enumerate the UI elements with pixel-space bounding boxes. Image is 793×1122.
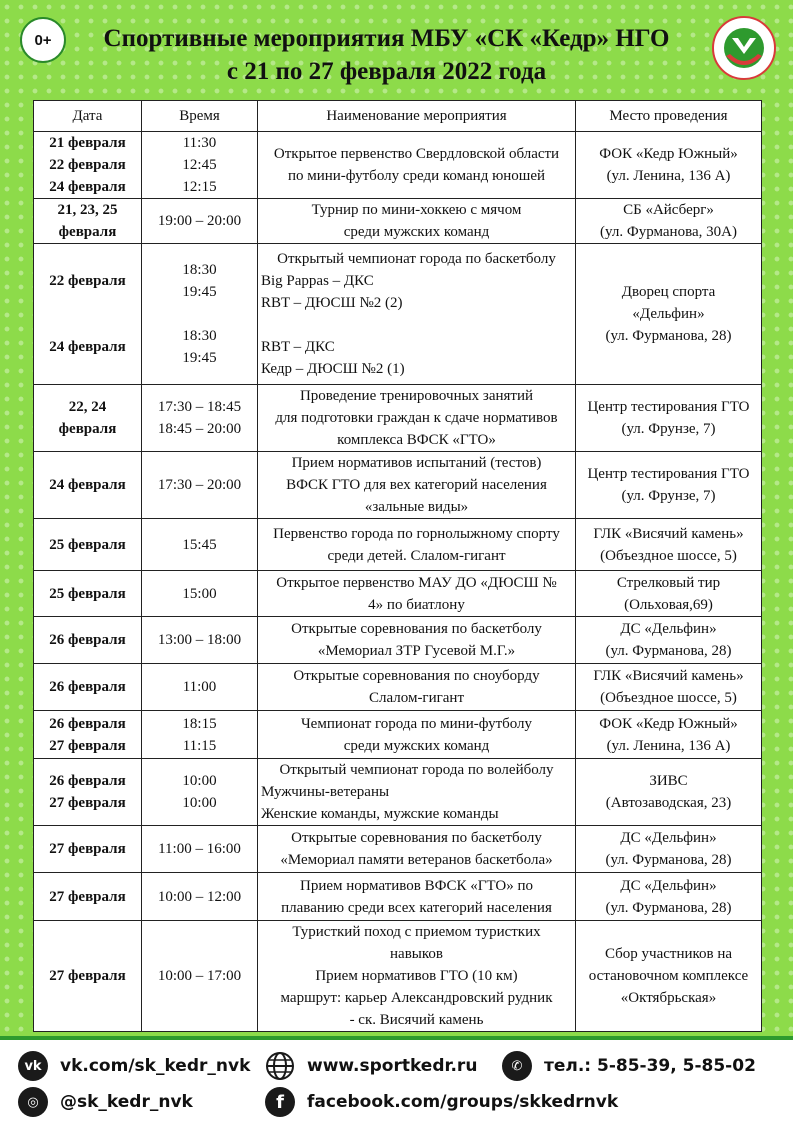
cell-place-line: Центр тестирования ГТО xyxy=(587,466,750,482)
cell-time xyxy=(142,921,258,1032)
cell-date-line: 27 февраля xyxy=(49,737,126,754)
cell-place-line: ДС «Дельфин» xyxy=(620,877,717,894)
cell-event-line: для подготовки граждан к сдаче нормативов xyxy=(275,410,558,426)
cell-event-line: среди мужских команд xyxy=(343,737,490,754)
cell-time xyxy=(142,759,258,826)
cell-event xyxy=(258,664,576,711)
table-row xyxy=(34,385,762,452)
cell-event-line: Проведение тренировочных занятий xyxy=(299,388,534,404)
club-logo xyxy=(712,16,776,80)
cell-date-line: 26 февраля xyxy=(49,679,126,695)
cell-time-line: 12:15 xyxy=(182,179,217,195)
header-time: Время xyxy=(142,101,258,132)
cell-place xyxy=(576,921,762,1032)
cell-event-line: Чемпионат города по мини-футболу xyxy=(300,715,533,732)
title-line-2: с 21 по 27 февраля 2022 года xyxy=(226,58,547,85)
cell-event-line: Открытый чемпионат города по волейболу xyxy=(279,762,554,778)
cell-date-line: 25 февраля xyxy=(49,585,126,602)
cell-place xyxy=(576,664,762,711)
cell-place xyxy=(576,826,762,873)
cell-event-line: «зальные виды» xyxy=(364,499,469,515)
table-row xyxy=(34,199,762,244)
cell-date-line: 27 февраля xyxy=(49,795,126,811)
cell-time xyxy=(142,244,258,385)
cell-date xyxy=(34,519,142,571)
header-date: Дата xyxy=(34,101,142,132)
cell-time-line: 19:00 – 20:00 xyxy=(157,213,242,229)
cell-time xyxy=(142,571,258,617)
cell-time-line: 11:15 xyxy=(182,737,217,754)
cell-place-line: «Дельфин» xyxy=(632,306,705,322)
cell-event-line: Туристкий поход с приемом туристких xyxy=(292,924,541,940)
cell-time-line: 11:00 xyxy=(182,679,217,695)
cell-time-line: 10:00 xyxy=(182,795,217,811)
table-row xyxy=(34,759,762,826)
cell-time xyxy=(142,199,258,244)
cell-event xyxy=(258,519,576,571)
cell-event-line: Прием нормативов испытаний (тестов) xyxy=(291,455,542,471)
footer xyxy=(0,1036,793,1122)
title-line-1: Спортивные мероприятия МБУ «СК «Кедр» НГО xyxy=(103,25,670,52)
table-row xyxy=(34,244,762,385)
cell-date xyxy=(34,711,142,759)
table-row xyxy=(34,571,762,617)
site-contact[interactable] xyxy=(265,1051,477,1081)
cell-date-line: 27 февраля xyxy=(49,968,126,984)
cell-event-line: «Мемориал памяти ветеранов баскетбола» xyxy=(280,852,553,868)
cell-event-line: - ск. Висячий камень xyxy=(349,1012,484,1028)
vk-link[interactable]: vk.com/sk_kedr_nvk xyxy=(60,1056,251,1076)
cell-place-line: ЗИВС xyxy=(649,773,688,789)
table-row xyxy=(34,452,762,519)
table-row xyxy=(34,132,762,199)
cell-time-line xyxy=(145,303,254,325)
table-header-row xyxy=(34,101,762,132)
cell-event xyxy=(258,873,576,921)
cell-time-line: 15:45 xyxy=(182,536,217,553)
cell-event xyxy=(258,826,576,873)
cell-event-line: плаванию среди всех категорий населения xyxy=(281,899,552,916)
cell-event-line xyxy=(261,314,572,336)
cell-date xyxy=(34,244,142,385)
cell-date-line: февраля xyxy=(58,224,117,240)
cell-event-line: среди детей. Слалом-гигант xyxy=(327,547,506,564)
cell-event-line: Открытое первенство МАУ ДО «ДЮСШ № xyxy=(276,574,557,591)
cell-place-line: ДС «Дельфин» xyxy=(620,830,717,846)
header-place: Место проведения xyxy=(576,101,762,132)
cell-event xyxy=(258,132,576,199)
cell-place-line: СБ «Айсберг» xyxy=(623,202,714,218)
cell-date-line: 24 февраля xyxy=(49,477,126,493)
cell-date-line: 21, 23, 25 xyxy=(57,202,118,218)
cell-event-line: Открытые соревнования по баскетболу xyxy=(291,621,542,637)
cell-date xyxy=(34,571,142,617)
cell-date-line: 27 февраля xyxy=(49,841,126,857)
cell-place-line: (ул. Фурманова, 28) xyxy=(605,899,732,916)
cell-date-line: 24 февраля xyxy=(49,179,126,195)
cell-time-line: 11:30 xyxy=(182,135,217,151)
cell-event xyxy=(258,711,576,759)
cell-event-line: Открытый чемпионат города по баскетболу xyxy=(277,251,556,267)
cell-place xyxy=(576,199,762,244)
cell-place xyxy=(576,452,762,519)
cell-date xyxy=(34,199,142,244)
cell-event-line: Кедр – ДЮСШ №2 (1) xyxy=(261,361,405,377)
cell-place-line: (ул. Фрунзе, 7) xyxy=(621,421,716,437)
cell-event-line: Женские команды, мужские команды xyxy=(261,806,499,822)
cell-place-line: ГЛК «Висячий камень» xyxy=(593,668,744,684)
cell-place xyxy=(576,385,762,452)
cell-place xyxy=(576,519,762,571)
cell-place-line: (Ольховая,69) xyxy=(624,596,713,613)
cell-event-line: Турнир по мини-хоккею с мячом xyxy=(311,202,522,218)
cell-time xyxy=(142,617,258,664)
cell-time-line: 17:30 – 20:00 xyxy=(157,477,242,493)
cell-place xyxy=(576,244,762,385)
cell-event-line: RBT – ДЮСШ №2 (2) xyxy=(261,295,403,311)
phone-text: тел.: 5-85-39, 5-85-02 xyxy=(544,1056,756,1076)
cell-place-line: Стрелковый тир xyxy=(616,574,721,591)
cell-event-line: ВФСК ГТО для вех категорий населения xyxy=(286,477,547,493)
cell-event-line: маршрут: карьер Александровский рудник xyxy=(280,990,553,1006)
cell-place-line: ГЛК «Висячий камень» xyxy=(593,525,744,542)
cell-event xyxy=(258,617,576,664)
cell-date xyxy=(34,385,142,452)
cell-time-line: 18:45 – 20:00 xyxy=(157,421,242,437)
cell-date xyxy=(34,826,142,873)
cell-event xyxy=(258,571,576,617)
cell-event-line: Открытое первенство Свердловской области xyxy=(273,146,560,162)
cell-time-line: 13:00 – 18:00 xyxy=(157,632,242,648)
instagram-icon: ◎ xyxy=(18,1087,48,1117)
cell-date-line: 26 февраля xyxy=(49,773,126,789)
phone-icon: ✆ xyxy=(502,1051,532,1081)
cell-place-line: (ул. Ленина, 136 А) xyxy=(606,737,731,754)
globe-icon xyxy=(265,1051,295,1081)
facebook-icon: f xyxy=(265,1087,295,1117)
vk-contact[interactable] xyxy=(18,1051,250,1081)
cell-time xyxy=(142,826,258,873)
cell-event-line: Открытые соревнования по сноуборду xyxy=(293,668,540,684)
instagram-contact[interactable] xyxy=(18,1087,193,1117)
cell-time xyxy=(142,664,258,711)
cell-place-line: (Автозаводская, 23) xyxy=(605,795,732,811)
cell-time-line: 19:45 xyxy=(182,350,217,366)
cell-time-line: 18:30 xyxy=(182,262,217,278)
table-row xyxy=(34,826,762,873)
cell-date xyxy=(34,664,142,711)
vk-icon: vk xyxy=(18,1051,48,1081)
cell-time-line: 10:00 – 12:00 xyxy=(157,888,242,905)
table-row xyxy=(34,873,762,921)
cell-event-line: «Мемориал ЗТР Гусевой М.Г.» xyxy=(317,643,516,659)
cell-time-line: 18:30 xyxy=(182,328,217,344)
header-event: Наименование мероприятия xyxy=(258,101,576,132)
cell-place-line: Сбор участников на xyxy=(604,946,733,962)
cell-date-line: 27 февраля xyxy=(49,888,126,905)
cell-time xyxy=(142,452,258,519)
cell-place-line: Дворец спорта xyxy=(621,284,716,300)
cell-date-line: 21 февраля xyxy=(49,135,126,151)
cell-time xyxy=(142,385,258,452)
cell-event-line: Big Pappas – ДКС xyxy=(261,273,374,289)
cell-place xyxy=(576,571,762,617)
cell-date xyxy=(34,759,142,826)
cell-date-line xyxy=(37,314,138,336)
cell-place-line: (ул. Ленина, 136 А) xyxy=(606,168,731,184)
cell-date-line: 26 февраля xyxy=(49,715,126,732)
cell-place-line: (ул. Фурманова, 28) xyxy=(605,643,732,659)
cell-event xyxy=(258,759,576,826)
cell-place-line: ДС «Дельфин» xyxy=(620,621,717,637)
cell-time xyxy=(142,519,258,571)
cell-place xyxy=(576,873,762,921)
cell-event-line: Первенство города по горнолыжному спорту xyxy=(273,525,560,542)
instagram-link[interactable]: @sk_kedr_nvk xyxy=(60,1092,193,1112)
cell-place xyxy=(576,759,762,826)
cell-place-line: (ул. Фурманова, 28) xyxy=(605,328,732,344)
cell-event xyxy=(258,199,576,244)
cell-event xyxy=(258,244,576,385)
cell-time-line: 12:45 xyxy=(182,157,217,173)
table-row xyxy=(34,711,762,759)
cell-place-line: (ул. Фрунзе, 7) xyxy=(621,488,716,504)
events-table xyxy=(33,100,762,1032)
cell-date xyxy=(34,132,142,199)
cell-date xyxy=(34,617,142,664)
cell-place-line: ФОК «Кедр Южный» xyxy=(599,146,738,162)
cell-place xyxy=(576,711,762,759)
cell-date-line: февраля xyxy=(58,421,117,437)
cell-place-line: остановочном комплексе xyxy=(588,968,749,984)
cell-place xyxy=(576,132,762,199)
cell-event-line: комплекса ВФСК «ГТО» xyxy=(337,432,496,448)
cell-place-line: (ул. Фурманова, 30А) xyxy=(600,224,737,240)
cell-event-line: среди мужских команд xyxy=(343,224,490,240)
cell-place-line: ФОК «Кедр Южный» xyxy=(599,715,738,732)
cell-date-line xyxy=(37,292,138,314)
cell-event-line: Открытые соревнования по баскетболу xyxy=(291,830,542,846)
cell-event-line: по мини-футболу среди команд юношей xyxy=(287,168,546,184)
cell-event-line: навыков xyxy=(390,946,443,962)
cell-time-line: 11:00 – 16:00 xyxy=(158,841,241,857)
cell-event-line: 4» по биатлону xyxy=(368,596,465,613)
cell-time-line: 18:15 xyxy=(182,715,217,732)
age-rating-badge: 0+ xyxy=(20,17,66,63)
cell-event-line: Прием нормативов ГТО (10 км) xyxy=(315,968,518,984)
cell-event xyxy=(258,921,576,1032)
cell-date-line: 22, 24 xyxy=(68,399,107,415)
cell-event-line: Слалом-гигант xyxy=(368,690,465,706)
phone-contact xyxy=(502,1051,756,1081)
cell-time xyxy=(142,873,258,921)
cell-place xyxy=(576,617,762,664)
cell-date-line: 22 февраля xyxy=(49,157,126,173)
cell-date-line: 22 февраля xyxy=(49,273,126,289)
facebook-contact[interactable] xyxy=(265,1087,618,1117)
cell-date-line: 26 февраля xyxy=(49,632,126,648)
cell-event-line: Прием нормативов ВФСК «ГТО» по xyxy=(300,877,533,894)
cell-place-line: (Объездное шоссе, 5) xyxy=(600,547,737,564)
cell-place-line: (Объездное шоссе, 5) xyxy=(600,690,737,706)
cell-event-line: Мужчины-ветераны xyxy=(261,784,390,800)
cell-date xyxy=(34,921,142,1032)
cell-time-line: 10:00 – 17:00 xyxy=(157,968,242,984)
cell-event xyxy=(258,452,576,519)
table-row xyxy=(34,519,762,571)
cell-date-line: 25 февраля xyxy=(49,536,126,553)
cell-event-line: RBT – ДКС xyxy=(261,339,335,355)
cell-time-line: 17:30 – 18:45 xyxy=(157,399,242,415)
table-row xyxy=(34,664,762,711)
page-title xyxy=(70,22,703,88)
site-link[interactable]: www.sportkedr.ru xyxy=(307,1056,478,1076)
cell-place-line: (ул. Фурманова, 28) xyxy=(605,852,732,868)
table-row xyxy=(34,617,762,664)
cell-event xyxy=(258,385,576,452)
cell-place-line: «Октябрьская» xyxy=(620,990,717,1006)
cell-date xyxy=(34,452,142,519)
cell-date-line: 24 февраля xyxy=(49,339,126,355)
cell-place-line: Центр тестирования ГТО xyxy=(587,399,750,415)
table-row xyxy=(34,921,762,1032)
cell-time-line: 19:45 xyxy=(182,284,217,300)
cell-time xyxy=(142,711,258,759)
cell-time-line: 15:00 xyxy=(182,585,217,602)
cell-time xyxy=(142,132,258,199)
cell-date xyxy=(34,873,142,921)
cell-time-line: 10:00 xyxy=(182,773,217,789)
facebook-link[interactable]: facebook.com/groups/skkedrnvk xyxy=(307,1092,619,1112)
